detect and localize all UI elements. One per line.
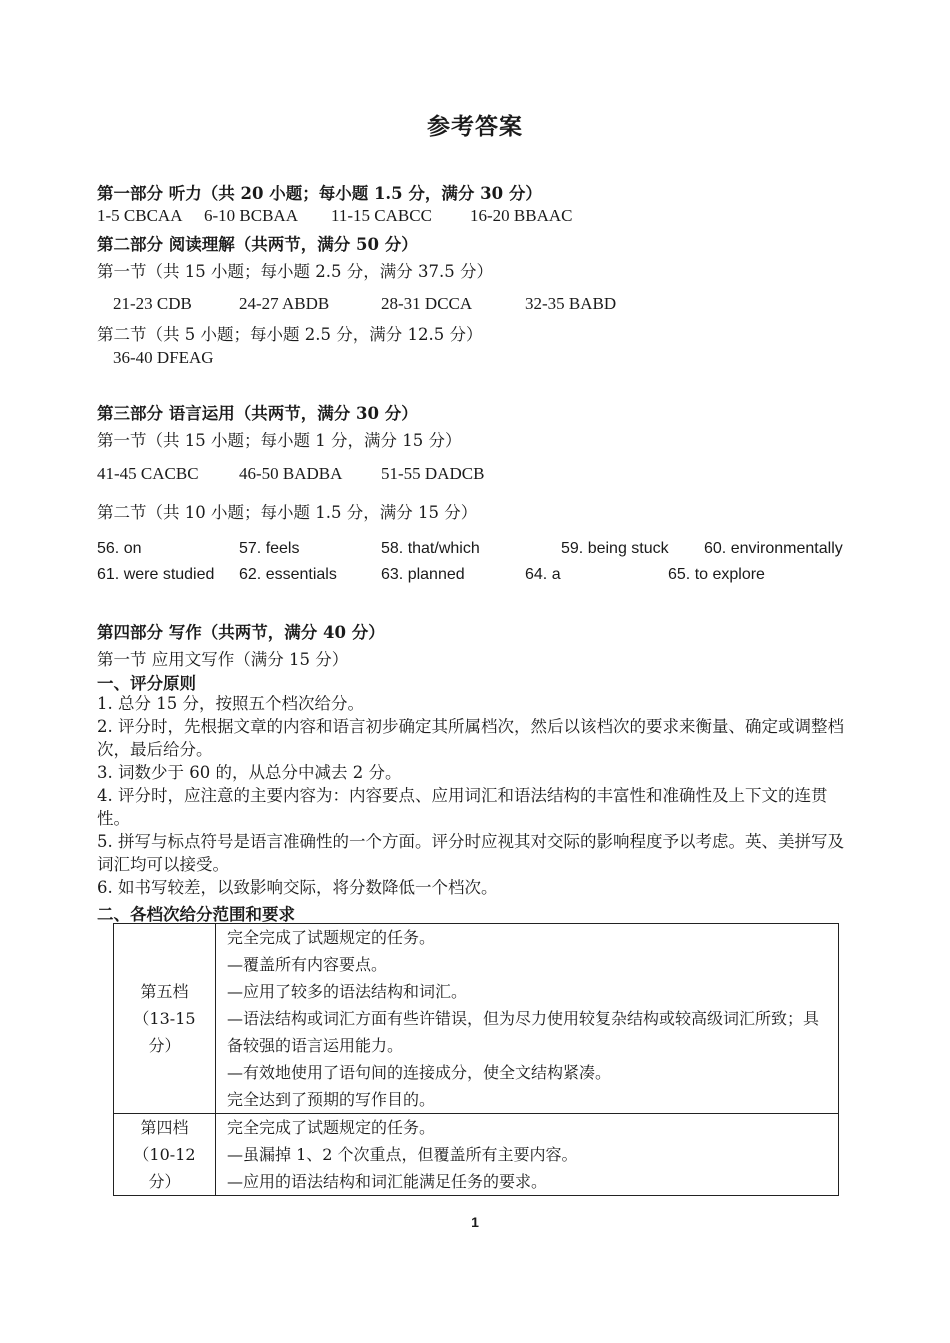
blank-answer: 57. feels: [239, 540, 300, 557]
answer-group: 46-50 BADBA: [239, 464, 343, 483]
level-range-unit: 分）: [148, 1036, 181, 1055]
principle-item: 2. 评分时，先根据文章的内容和语言初步确定其所属档次，然后以该档次的要求来衡量、确定或调整档次，最后给分。: [97, 717, 844, 759]
requirement-line: —覆盖所有内容要点。: [227, 955, 388, 974]
level-cell: [114, 924, 216, 1114]
table-row: [114, 1114, 839, 1196]
blank-answer: 65. to explore: [668, 566, 765, 583]
part4-section1-label: 第一节 应用文写作（满分 15 分）: [97, 650, 349, 669]
level-name: 第五档: [140, 982, 189, 1001]
requirement-line: 完全达到了预期的写作目的。: [227, 1090, 436, 1109]
requirement-line: —应用的语法结构和词汇能满足任务的要求。: [227, 1172, 548, 1191]
requirement-line: 完全完成了试题规定的任务。: [227, 1118, 436, 1137]
principle-item: 5. 拼写与标点符号是语言准确性的一个方面。评分时应视其对交际的影响程度予以考虑。英、美拼写及词汇均可以接受。: [97, 832, 844, 874]
principles-list: [97, 692, 859, 899]
blank-answer: 64. a: [525, 566, 561, 583]
part3-section1-label: 第一节（共 15 小题；每小题 1 分，满分 15 分）: [97, 431, 462, 450]
blank-answer: 61. were studied: [97, 566, 215, 583]
table-row: [114, 924, 839, 1114]
part2-section1-label: 第一节（共 15 小题；每小题 2.5 分，满分 37.5 分）: [97, 262, 493, 281]
principles-heading: 一、评分原则: [97, 674, 196, 693]
blank-answer: 62. essentials: [239, 566, 337, 583]
part3-heading: 第三部分 语言运用（共两节，满分 30 分）: [97, 404, 418, 423]
level-description: [216, 924, 839, 1114]
level-cell: [114, 1114, 216, 1196]
requirement-line: —有效地使用了语句间的连接成分，使全文结构紧凑。: [227, 1063, 612, 1082]
part3-section2-label: 第二节（共 10 小题；每小题 1.5 分，满分 15 分）: [97, 503, 478, 522]
answer-group: 24-27 ABDB: [239, 294, 330, 313]
answer-group: 32-35 BABD: [525, 294, 617, 313]
principle-item: 3. 词数少于 60 的，从总分中减去 2 分。: [97, 763, 402, 782]
answer-group: 21-23 CDB: [113, 294, 192, 313]
requirement-line: 完全完成了试题规定的任务。: [227, 928, 436, 947]
part2-heading: 第二部分 阅读理解（共两节，满分 50 分）: [97, 235, 418, 254]
requirement-line: —虽漏掉 1、2 个次重点，但覆盖所有主要内容。: [227, 1145, 578, 1164]
part4-heading: 第四部分 写作（共两节，满分 40 分）: [97, 623, 385, 642]
blank-answer: 56. on: [97, 540, 142, 557]
requirement-line: —应用了较多的语法结构和词汇。: [227, 982, 468, 1001]
page-title: 参考答案: [427, 113, 523, 140]
page-number: 1: [471, 1214, 479, 1230]
answer-group: 28-31 DCCA: [381, 294, 473, 313]
level-range: （13-15: [133, 1009, 196, 1028]
answer-group: 16-20 BBAAC: [470, 206, 573, 225]
answer-group: 11-15 CABCC: [331, 206, 432, 225]
blank-answer: 59. being stuck: [561, 540, 669, 557]
part2-section2-label: 第二节（共 5 小题；每小题 2.5 分，满分 12.5 分）: [97, 325, 483, 344]
level-range-unit: 分）: [148, 1172, 181, 1191]
answer-group: 36-40 DFEAG: [113, 348, 214, 367]
blank-answer: 63. planned: [381, 566, 465, 583]
answer-group: 6-10 BCBAA: [204, 206, 298, 225]
blank-answer: 60. environmentally: [704, 540, 843, 557]
principle-item: 6. 如书写较差，以致影响交际，将分数降低一个档次。: [97, 878, 498, 897]
answer-group: 1-5 CBCAA: [97, 206, 183, 225]
blank-answer: 58. that/which: [381, 540, 480, 557]
level-range: （10-12: [133, 1145, 196, 1164]
level-name: 第四档: [140, 1118, 189, 1137]
level-description: [216, 1114, 839, 1196]
grading-table: [113, 923, 839, 1196]
principle-item: 4. 评分时，应注意的主要内容为：内容要点、应用词汇和语法结构的丰富性和准确性及上下文的连贯性。: [97, 786, 828, 828]
levels-heading: 二、各档次给分范围和要求: [97, 905, 295, 924]
answer-group: 51-55 DADCB: [381, 464, 485, 483]
answer-group: 41-45 CACBC: [97, 464, 199, 483]
part1-heading: 第一部分 听力（共 20 小题；每小题 1.5 分，满分 30 分）: [97, 184, 542, 203]
requirement-line: —语法结构或词汇方面有些许错误，但为尽力使用较复杂结构或较高级词汇所致；具备较强的语言运用能力。: [227, 1009, 820, 1055]
principle-item: 1. 总分 15 分，按照五个档次给分。: [97, 694, 364, 713]
